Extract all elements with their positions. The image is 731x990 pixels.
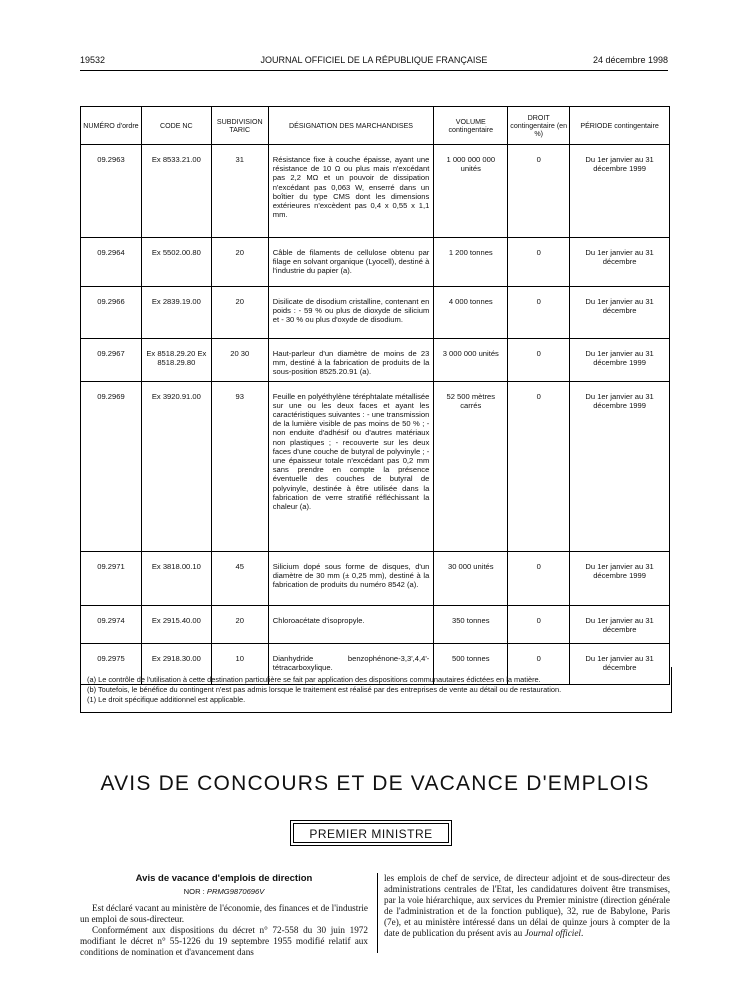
cell-code-nc: Ex 2839.19.00: [141, 287, 211, 339]
cell-volume: 350 tonnes: [434, 605, 508, 643]
cell-taric: 20: [211, 605, 268, 643]
nor-code: PRMG9870696V: [206, 887, 265, 896]
notice-column-right: [384, 873, 670, 940]
table-row: [81, 339, 670, 382]
cell-numero: 09.2964: [81, 238, 142, 287]
cell-periode: Du 1er janvier au 31 décembre: [570, 605, 670, 643]
col-header-designation: DÉSIGNATION DES MARCHANDISES: [268, 107, 434, 145]
cell-volume: 30 000 unités: [434, 551, 508, 605]
cell-droit: 0: [508, 643, 570, 684]
cell-volume: 3 000 000 unités: [434, 339, 508, 382]
cell-taric: 20 30: [211, 339, 268, 382]
cell-designation: Dianhydride benzophénone-3,3',4,4'-tétracarboxylique.: [268, 643, 434, 684]
cell-code-nc: Ex 8518.29.20 Ex 8518.29.80: [141, 339, 211, 382]
cell-volume: 1 200 tonnes: [434, 238, 508, 287]
cell-numero: 09.2974: [81, 605, 142, 643]
section-heading: AVIS DE CONCOURS ET DE VACANCE D'EMPLOIS: [100, 772, 650, 795]
cell-code-nc: Ex 2915.40.00: [141, 605, 211, 643]
notice-column-left: [80, 873, 368, 958]
table-header-row: [81, 107, 670, 145]
cell-periode: Du 1er janvier au 31 décembre 1999: [570, 145, 670, 238]
table-row: [81, 145, 670, 238]
cell-periode: Du 1er janvier au 31 décembre 1999: [570, 381, 670, 551]
col-header-droit: DROIT contingentaire (en %): [508, 107, 570, 145]
cell-designation: Silicium dopé sous forme de disques, d'un diamètre de 30 mm (± 0,25 mm), destiné à la fabrication de produits du numéro 8542 (a).: [268, 551, 434, 605]
note-b: (b) Toutefois, le bénéfice du contingent n'est pas admis lorsque le traitement est réalisé par des entreprises de vente au détail ou de restauration.: [87, 684, 562, 694]
journal-title: JOURNAL OFFICIEL DE LA RÉPUBLIQUE FRANÇAISE: [260, 55, 488, 65]
cell-taric: 45: [211, 551, 268, 605]
cell-taric: 31: [211, 145, 268, 238]
nor-reference: [80, 886, 368, 897]
cell-designation: Câble de filaments de cellulose obtenu par filage en solvant organique (Lyocell), destiné à l'industrie du papier (a).: [268, 238, 434, 287]
cell-code-nc: Ex 3818.00.10: [141, 551, 211, 605]
cell-taric: 20: [211, 287, 268, 339]
notice-paragraph-2: Conformément aux dispositions du décret n° 72-558 du 30 juin 1972 modifiant le décret n° 55-1226 du 19 septembre 1955 modifié relatif aux conditions de nomination et d'avancement dans: [80, 925, 368, 957]
cell-designation: Feuille en polyéthylène téréphtalate métallisée sur une ou les deux faces et ayant les caractéristiques suivantes : - une transmission de la lumière visible de pas moins de 50 % ; - non enduite d'adhésif ou d'autres matériaux non plastiques ; - recouverte sur les deux faces d'une couche de butyral de polyvinyle ; - une épaisseur totale n'excédant pas 0,2 mm sans prendre en compte la présence éventuelle des couches de butyral de polyvinyle, destinée à être utilisée dans la fabrication de verre stratifié réfléchissant la chaleur (a).: [268, 381, 434, 551]
page-number: 19532: [80, 55, 106, 65]
cell-volume: 500 tonnes: [434, 643, 508, 684]
header-rule: [80, 70, 668, 71]
cell-taric: 10: [211, 643, 268, 684]
cell-code-nc: Ex 3920.91.00: [141, 381, 211, 551]
cell-numero: 09.2969: [81, 381, 142, 551]
quota-table: [80, 106, 670, 685]
cell-periode: Du 1er janvier au 31 décembre: [570, 238, 670, 287]
journal-reference: Journal officiel: [524, 928, 581, 939]
cell-numero: 09.2963: [81, 145, 142, 238]
table-row: [81, 238, 670, 287]
cell-periode: Du 1er janvier au 31 décembre: [570, 643, 670, 684]
table-row: [81, 551, 670, 605]
col-header-code-nc: CODE NC: [141, 107, 211, 145]
notice-paragraph-1: Est déclaré vacant au ministère de l'économie, des finances et de l'industrie un emploi de sous-directeur.: [80, 903, 368, 924]
cell-volume: 52 500 mètres carrés: [434, 381, 508, 551]
cell-droit: 0: [508, 238, 570, 287]
table-row: [81, 605, 670, 643]
cell-droit: 0: [508, 287, 570, 339]
note-a: (a) Le contrôle de l'utilisation à cette destination particulière se fait par application des dispositions communautaires édictées en la matière.: [87, 675, 541, 684]
cell-designation: Résistance fixe à couche épaisse, ayant une résistance de 10 Ω ou plus mais n'excédant pas 2,2 MΩ et un pouvoir de dissipation n'excédant pas 0,063 W, enserré dans un boîtier du type CMS dont les dimensions extérieures n'excèdent pas 0,4 x 0,55 x 1,1 mm.: [268, 145, 434, 238]
cell-droit: 0: [508, 145, 570, 238]
issue-date: 24 décembre 1998: [592, 55, 668, 65]
cell-code-nc: Ex 8533.21.00: [141, 145, 211, 238]
cell-volume: 4 000 tonnes: [434, 287, 508, 339]
table-row: [81, 287, 670, 339]
cell-numero: 09.2967: [81, 339, 142, 382]
table-row: [81, 381, 670, 551]
cell-periode: Du 1er janvier au 31 décembre 1999: [570, 551, 670, 605]
cell-periode: Du 1er janvier au 31 décembre: [570, 287, 670, 339]
cell-code-nc: Ex 5502.00.80: [141, 238, 211, 287]
notice-end: .: [580, 928, 584, 939]
col-header-periode: PÉRIODE contingentaire: [570, 107, 670, 145]
cell-numero: 09.2966: [81, 287, 142, 339]
cell-taric: 20: [211, 238, 268, 287]
cell-numero: 09.2971: [81, 551, 142, 605]
cell-designation: Disilicate de disodium cristalline, contenant en poids : - 59 % ou plus de dioxyde de silicium et - 30 % ou plus d'oxyde de disodium.: [268, 287, 434, 339]
notice-paragraph-3: [384, 873, 670, 940]
cell-droit: 0: [508, 551, 570, 605]
cell-numero: 09.2975: [81, 643, 142, 684]
note-1: (1) Le droit spécifique additionnel est applicable.: [87, 694, 246, 704]
col-header-taric: SUBDIVISION TARIC: [211, 107, 268, 145]
col-header-volume: VOLUME contingentaire: [434, 107, 508, 145]
cell-taric: 93: [211, 381, 268, 551]
cell-periode: Du 1er janvier au 31 décembre 1999: [570, 339, 670, 382]
notice-title: Avis de vacance d'emplois de direction: [135, 873, 313, 884]
notice-continuation: les emplois de chef de service, de directeur adjoint et de sous-directeur des administrations centrales de l'Etat, les candidatures doivent être transmises, par la voie hiérarchique, aux services du Premier ministre (direction générale de l'administration et de la fonction publique), 32, rue de Babylone, Paris (7e), et au ministère intéressé dans un délai de quinze jours à compter de la date de publication du présent avis au: [384, 873, 670, 939]
cell-droit: 0: [508, 339, 570, 382]
cell-designation: Haut-parleur d'un diamètre de moins de 23 mm, destiné à la fabrication de produits de la sous-position 8525.20.91 (a).: [268, 339, 434, 382]
nor-label: NOR :: [183, 887, 205, 896]
col-header-numero: NUMÉRO d'ordre: [81, 107, 142, 145]
ministry-box: PREMIER MINISTRE: [290, 820, 452, 846]
cell-code-nc: Ex 2918.30.00: [141, 643, 211, 684]
table-notes: [80, 667, 672, 713]
page-header: [80, 55, 668, 69]
cell-droit: 0: [508, 605, 570, 643]
cell-droit: 0: [508, 381, 570, 551]
column-divider: [377, 873, 378, 953]
cell-volume: 1 000 000 000 unités: [434, 145, 508, 238]
cell-designation: Chloroacétate d'isopropyle.: [268, 605, 434, 643]
